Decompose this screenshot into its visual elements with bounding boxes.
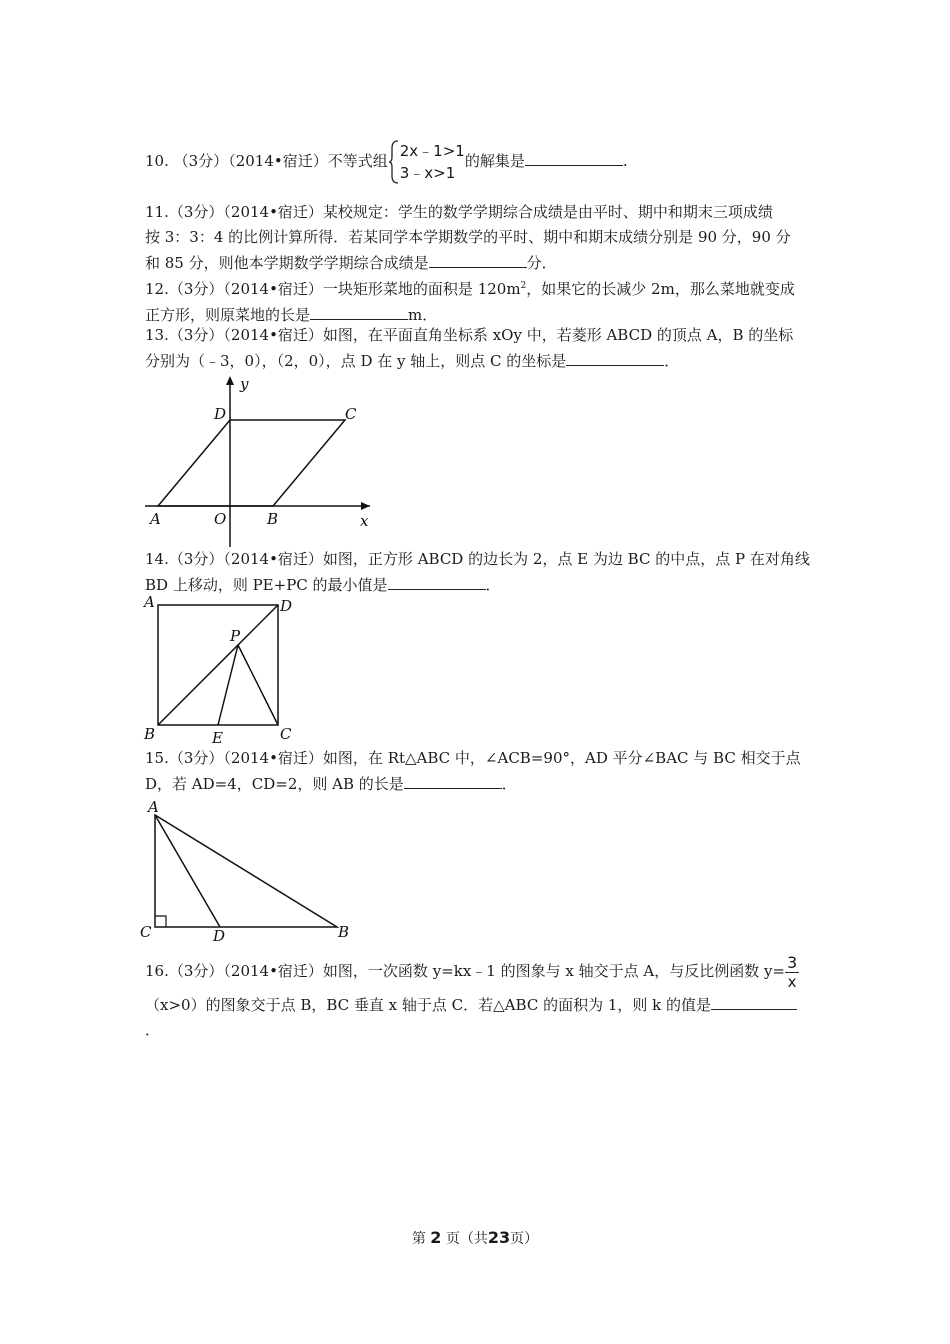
q12-line-1a: 12.（3分）（2014•宿迁）一块矩形菜地的面积是 120m [145, 280, 521, 298]
label-p: P [230, 627, 241, 645]
segment-pc [238, 645, 278, 725]
figure-15-right-triangle [140, 795, 360, 945]
q10-answer-blank[interactable] [525, 148, 623, 166]
q12-line-2: 正方形，则原菜地的长是 [145, 306, 311, 324]
q15-line-1: 15.（3分）（2014•宿迁）如图，在 Rt△ABC 中，∠ACB=90°，AD 平分∠BAC 与 BC 相交于点 [145, 749, 801, 767]
q13-line-2: 分别为（﹣3，0），（2，0），点 D 在 y 轴上，则点 C 的坐标是 [145, 352, 567, 370]
footer-pre: 第 [411, 1231, 426, 1247]
footer-mid: 页（共 [445, 1231, 488, 1247]
question-13 [145, 323, 810, 374]
q11-unit: 分． [526, 254, 557, 272]
inequality-system [388, 140, 465, 184]
label-o: O [214, 510, 227, 528]
q12-answer-blank[interactable] [310, 302, 408, 320]
q10-text-after: 的解集是 [464, 152, 525, 170]
label-a: A [148, 798, 159, 816]
label-b: B [338, 923, 350, 941]
fraction-numerator: 3 [787, 952, 798, 972]
label-c: C [280, 725, 292, 743]
right-angle-mark-icon [155, 916, 166, 927]
q14-end: ． [485, 576, 501, 594]
question-11 [145, 200, 810, 276]
q10-score: （3分） [173, 152, 229, 170]
footer-post: 页） [510, 1231, 539, 1247]
q13-end: ． [664, 352, 680, 370]
q11-line-2: 按 3：3：4 的比例计算所得．若某同学本学期数学的平时、期中和期末成绩分别是 90 分，90 分 [145, 228, 791, 246]
question-16 [145, 950, 815, 1043]
diagonal-bd [158, 605, 278, 725]
label-e: E [212, 729, 223, 743]
x-axis-arrow-icon [361, 502, 370, 510]
q11-line-1: 11.（3分）（2014•宿迁）某校规定：学生的数学学期综合成绩是由平时、期中和期末三项成绩 [145, 203, 773, 221]
y-axis-arrow-icon [226, 376, 234, 385]
rhombus-abcd [158, 420, 345, 506]
q14-answer-blank[interactable] [388, 572, 486, 590]
label-x: x [360, 512, 369, 530]
fraction-3-over-x [785, 954, 799, 991]
label-y: y [240, 375, 249, 393]
q15-line-2: D，若 AD=4，CD=2，则 AB 的长是 [145, 775, 404, 793]
page-footer [0, 1228, 950, 1248]
q12-unit: m． [408, 306, 438, 324]
page-number: 2 [430, 1228, 442, 1247]
inequality-line-2: 3﹣x>1 [399, 164, 456, 182]
q13-answer-blank[interactable] [566, 348, 664, 366]
q10-end: . [622, 152, 628, 170]
label-b: B [144, 725, 156, 743]
total-pages: 23 [487, 1228, 511, 1247]
inequality-line-1: 2x﹣1>1 [399, 142, 465, 160]
segment-ad [155, 815, 220, 927]
q11-line-3: 和 85 分，则他本学期数学学期综合成绩是 [145, 254, 429, 272]
q16-line-2: （x>0）的图象交于点 B，BC 垂直 x 轴于点 C．若△ABC 的面积为 1，则 k 的值是 [145, 996, 712, 1014]
segment-pe [218, 645, 238, 725]
q14-line-2: BD 上移动，则 PE+PC 的最小值是 [145, 576, 388, 594]
triangle-abc [155, 815, 337, 927]
question-12 [145, 274, 810, 328]
question-15 [145, 746, 810, 797]
q10-text-before: 不等式组 [327, 152, 388, 170]
figure-14-square [140, 595, 300, 743]
label-d: D [213, 927, 226, 945]
q16-answer-blank[interactable] [711, 992, 797, 1010]
q10-source: （2014•宿迁） [228, 152, 328, 170]
label-c: C [345, 405, 357, 423]
q13-line-1: 13.（3分）（2014•宿迁）如图，在平面直角坐标系 xOy 中，若菱形 ABCD 的顶点 A，B 的坐标 [145, 326, 794, 344]
question-10 [145, 136, 810, 186]
left-brace-icon [388, 140, 400, 184]
label-a: A [144, 595, 155, 611]
q12-superscript: 2 [520, 281, 527, 291]
q15-answer-blank[interactable] [404, 771, 502, 789]
q12-line-1b: ，如果它的长减少 2m，那么菜地就变成 [526, 280, 795, 298]
label-d: D [214, 405, 227, 423]
q15-end: ． [501, 775, 517, 793]
label-d: D [280, 597, 293, 615]
q16-line-3: ． [145, 1021, 161, 1039]
figure-13-rhombus [140, 372, 380, 550]
q10-number: 10. [145, 152, 169, 170]
q16-line-1: 16.（3分）（2014•宿迁）如图，一次函数 y=kx﹣1 的图象与 x 轴交于点 A，与反比例函数 y= [145, 962, 786, 980]
label-b: B [267, 510, 279, 528]
label-a: A [150, 510, 161, 528]
q11-answer-blank[interactable] [429, 250, 527, 268]
question-14 [145, 547, 810, 598]
fraction-denominator: x [787, 972, 797, 991]
q14-line-1: 14.（3分）（2014•宿迁）如图，正方形 ABCD 的边长为 2，点 E 为边 BC 的中点，点 P 在对角线 [145, 550, 810, 568]
label-c: C [140, 923, 152, 941]
